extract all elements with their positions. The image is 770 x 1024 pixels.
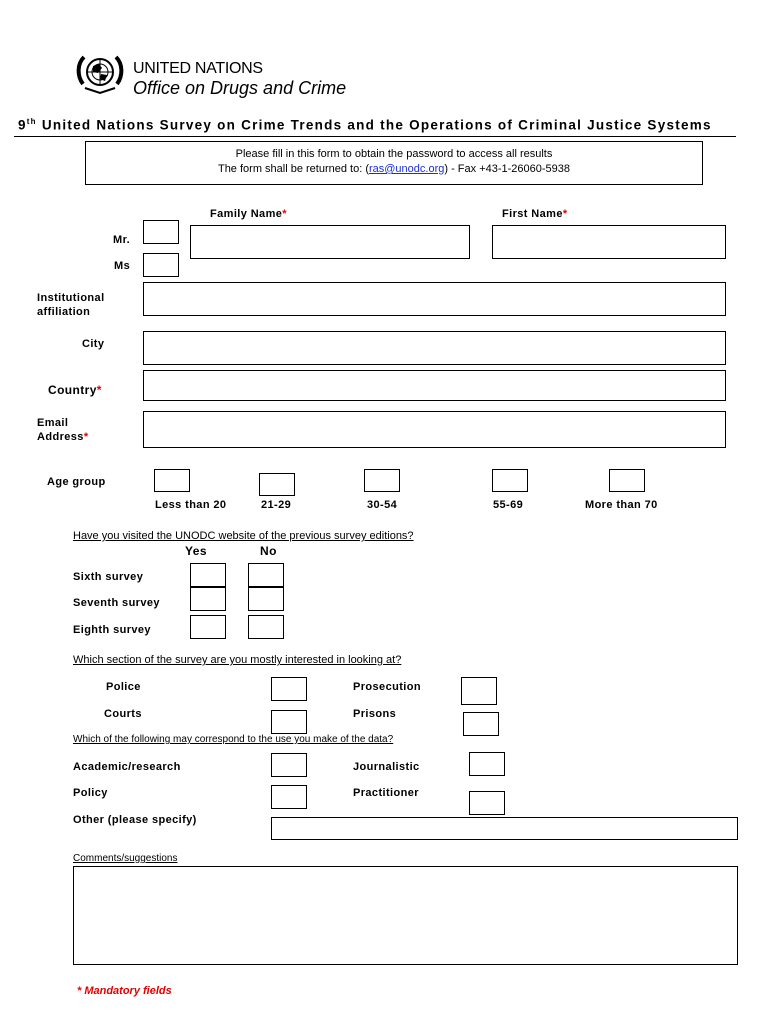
first-name-input[interactable]: [492, 225, 726, 259]
info-line-2: The form shall be returned to: (ras@unodc.org) - Fax +43-1-26060-5938: [217, 163, 571, 175]
title-divider: [14, 136, 736, 137]
policy-checkbox[interactable]: [271, 785, 307, 809]
first-name-label: First Name*: [502, 208, 568, 220]
ms-checkbox[interactable]: [143, 253, 179, 277]
prisons-checkbox[interactable]: [463, 712, 499, 736]
sixth-yes-checkbox[interactable]: [190, 563, 226, 587]
email-label-line2: Address*: [37, 431, 89, 443]
institution-label-line2: affiliation: [37, 306, 91, 318]
age-checkbox-21-29[interactable]: [259, 473, 295, 496]
country-label: Country*: [48, 383, 102, 397]
mandatory-fields-note: * Mandatory fields: [77, 985, 172, 997]
info-line-1: Please fill in this form to obtain the password to access all results: [235, 148, 553, 160]
survey-title: 9th United Nations Survey on Crime Trends and the Operations of Criminal Justice Systems: [18, 117, 712, 133]
city-input[interactable]: [143, 331, 726, 365]
age-option-label: 30-54: [367, 499, 398, 511]
yes-column-label: Yes: [185, 544, 207, 558]
age-checkbox-55-69[interactable]: [492, 469, 528, 492]
prosecution-checkbox[interactable]: [461, 677, 497, 705]
age-checkbox-under-20[interactable]: [154, 469, 190, 492]
comments-label: Comments/suggestions: [73, 853, 178, 864]
other-label: Other (please specify): [73, 814, 197, 826]
section-option-label: Police: [106, 681, 141, 693]
seventh-yes-checkbox[interactable]: [190, 587, 226, 611]
eighth-yes-checkbox[interactable]: [190, 615, 226, 639]
police-checkbox[interactable]: [271, 677, 307, 701]
age-checkbox-30-54[interactable]: [364, 469, 400, 492]
comments-textarea[interactable]: [73, 866, 738, 965]
survey-row-label: Sixth survey: [73, 571, 144, 583]
no-column-label: No: [260, 544, 277, 558]
mr-label: Mr.: [113, 234, 131, 246]
other-specify-input[interactable]: [271, 817, 738, 840]
section-option-label: Prisons: [353, 708, 397, 720]
family-name-label: Family Name*: [210, 208, 287, 220]
mr-checkbox[interactable]: [143, 220, 179, 244]
ms-label: Ms: [114, 260, 131, 272]
country-input[interactable]: [143, 370, 726, 401]
email-link[interactable]: ras@unodc.org: [368, 163, 445, 175]
academic-checkbox[interactable]: [271, 753, 307, 777]
age-group-label: Age group: [47, 476, 106, 488]
visited-question: Have you visited the UNODC website of the previous survey editions?: [73, 530, 414, 542]
org-name-line2: Office on Drugs and Crime: [133, 78, 347, 98]
age-option-label: Less than 20: [155, 499, 227, 511]
survey-row-label: Seventh survey: [73, 597, 160, 609]
city-label: City: [82, 338, 105, 350]
age-option-label: More than 70: [585, 499, 658, 511]
info-box: [85, 141, 703, 185]
practitioner-checkbox[interactable]: [469, 791, 505, 815]
seventh-no-checkbox[interactable]: [248, 587, 284, 611]
org-name-line1: UNITED NATIONS: [133, 60, 263, 77]
use-option-label: Journalistic: [353, 761, 420, 773]
survey-row-label: Eighth survey: [73, 624, 151, 636]
section-question: Which section of the survey are you mostly interested in looking at?: [73, 654, 402, 666]
age-checkbox-over-70[interactable]: [609, 469, 645, 492]
use-option-label: Policy: [73, 787, 108, 799]
sixth-no-checkbox[interactable]: [248, 563, 284, 587]
age-option-label: 21-29: [261, 499, 292, 511]
age-option-label: 55-69: [493, 499, 524, 511]
institution-label-line1: Institutional: [37, 292, 105, 304]
email-input[interactable]: [143, 411, 726, 448]
use-option-label: Practitioner: [353, 787, 419, 799]
family-name-input[interactable]: [190, 225, 470, 259]
section-option-label: Courts: [104, 708, 142, 720]
section-option-label: Prosecution: [353, 681, 421, 693]
journalistic-checkbox[interactable]: [469, 752, 505, 776]
eighth-no-checkbox[interactable]: [248, 615, 284, 639]
use-question: Which of the following may correspond to the use you make of the data?: [73, 734, 394, 745]
use-option-label: Academic/research: [73, 761, 181, 773]
institution-input[interactable]: [143, 282, 726, 316]
courts-checkbox[interactable]: [271, 710, 307, 734]
un-emblem-logo: [73, 52, 127, 101]
email-label-line1: Email: [37, 417, 69, 429]
